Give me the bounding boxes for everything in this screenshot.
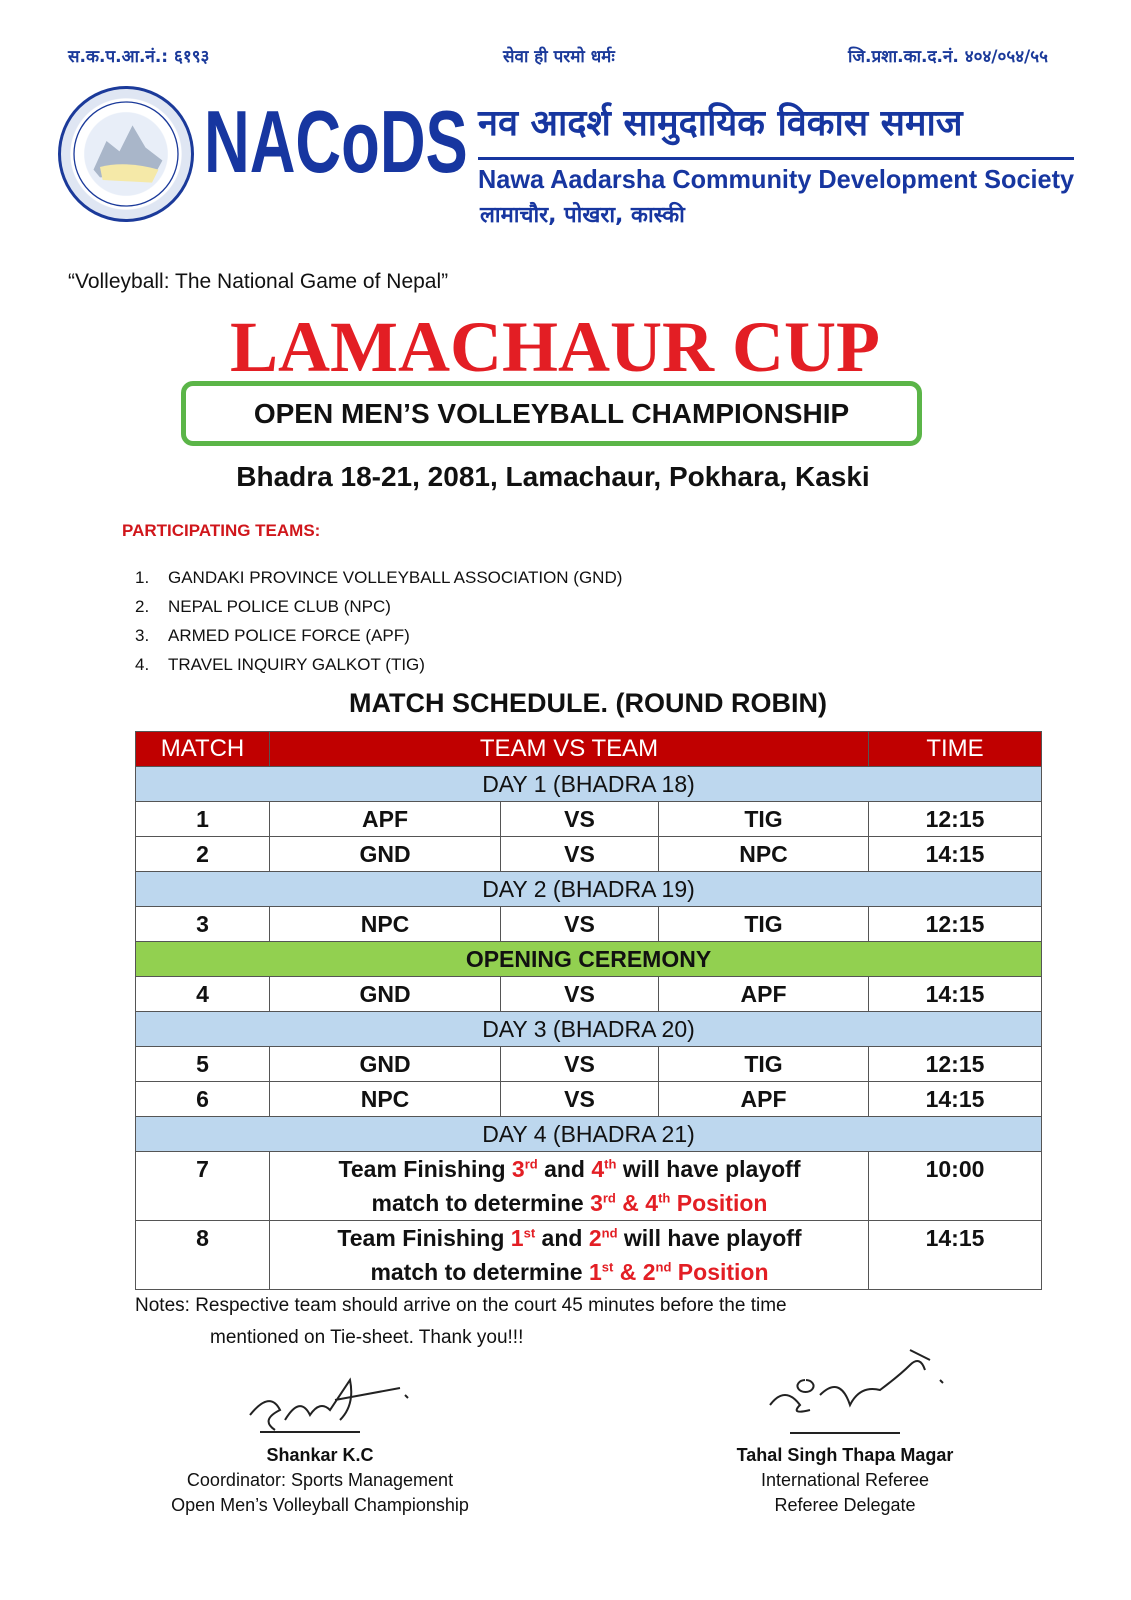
playoff-row	[136, 1221, 1042, 1290]
match-no: 3	[136, 907, 270, 942]
registration-number-left: स.क.प.आ.नं.: ६१९३	[68, 47, 210, 67]
header-match: MATCH	[136, 732, 270, 767]
table-row	[136, 1082, 1042, 1117]
team-item	[135, 563, 622, 592]
participating-teams-heading: PARTICIPATING TEAMS:	[122, 521, 321, 540]
opening-ceremony: OPENING CEREMONY	[136, 942, 1042, 977]
day-row	[136, 872, 1042, 907]
vs: VS	[501, 837, 659, 872]
table-row	[136, 977, 1042, 1012]
playoff-row	[136, 1152, 1042, 1221]
team-b: APF	[659, 1082, 869, 1117]
motto: सेवा ही परमो धर्मः	[503, 47, 615, 67]
team-number: 4.	[135, 655, 150, 674]
team-b: NPC	[659, 837, 869, 872]
team-b: APF	[659, 977, 869, 1012]
header-teams: TEAM VS TEAM	[270, 732, 869, 767]
team-number: 2.	[135, 597, 150, 616]
team-item	[135, 621, 622, 650]
match-no: 5	[136, 1047, 270, 1082]
schedule-title: MATCH SCHEDULE. (ROUND ROBIN)	[349, 688, 827, 718]
match-time: 10:00	[869, 1152, 1042, 1221]
table-row	[136, 907, 1042, 942]
signatory-coordinator	[140, 1443, 500, 1518]
org-name-nepali: नव आदर्श सामुदायिक विकास समाज	[478, 103, 963, 144]
match-time: 12:15	[869, 802, 1042, 837]
vs: VS	[501, 977, 659, 1012]
header-divider	[478, 157, 1074, 160]
match-no: 2	[136, 837, 270, 872]
day-label: DAY 4 (BHADRA 21)	[136, 1117, 1042, 1152]
signatory-name: Tahal Singh Thapa Magar	[736, 1445, 954, 1465]
event-dates-venue: Bhadra 18-21, 2081, Lamachaur, Pokhara, Kaski	[236, 461, 870, 492]
table-row	[136, 837, 1042, 872]
org-name-english: Nawa Aadarsha Community Development Society	[478, 164, 1075, 194]
team-b: TIG	[659, 907, 869, 942]
notes-line: mentioned on Tie-sheet. Thank you!!!	[210, 1327, 524, 1348]
match-time: 12:15	[869, 907, 1042, 942]
nacods-logo-text: NACoDS	[204, 92, 468, 191]
team-name: NEPAL POLICE CLUB (NPC)	[168, 597, 391, 616]
team-a: NPC	[270, 1082, 501, 1117]
signatory-name: Shankar K.C	[266, 1445, 374, 1465]
playoff-description: Team Finishing 1st and 2nd will have playoff match to determine 1st & 2nd Position	[270, 1221, 869, 1290]
registration-number-right: जि.प्रशा.का.द.नं. ४०४/०५४/५५	[848, 47, 1048, 67]
signature-tahal	[760, 1345, 960, 1440]
day-label: DAY 1 (BHADRA 18)	[136, 767, 1042, 802]
match-no: 6	[136, 1082, 270, 1117]
signatory-org: Open Men’s Volleyball Championship	[171, 1495, 469, 1515]
team-name: TRAVEL INQUIRY GALKOT (TIG)	[168, 655, 425, 674]
match-no: 7	[136, 1152, 270, 1221]
ceremony-row	[136, 942, 1042, 977]
header-time: TIME	[869, 732, 1042, 767]
event-subtitle-box	[181, 381, 922, 446]
event-title: LAMACHAUR CUP	[230, 307, 880, 387]
playoff-description: Team Finishing 3rd and 4th will have playoff match to determine 3rd & 4th Position	[270, 1152, 869, 1221]
signatory-role: International Referee	[760, 1470, 930, 1490]
team-number: 3.	[135, 626, 150, 645]
signatory-referee	[680, 1443, 1010, 1518]
teams-list	[135, 563, 622, 679]
notes-line: Notes: Respective team should arrive on the court 45 minutes before the time	[135, 1295, 787, 1316]
match-schedule-table	[135, 731, 1042, 1290]
team-b: TIG	[659, 802, 869, 837]
day-row	[136, 1012, 1042, 1047]
match-no: 4	[136, 977, 270, 1012]
event-subtitle: OPEN MEN’S VOLLEYBALL CHAMPIONSHIP	[253, 397, 850, 429]
match-no: 8	[136, 1221, 270, 1290]
team-a: GND	[270, 837, 501, 872]
signature-shankar	[240, 1360, 420, 1440]
team-a: NPC	[270, 907, 501, 942]
match-time: 14:15	[869, 837, 1042, 872]
vs: VS	[501, 802, 659, 837]
match-time: 14:15	[869, 1082, 1042, 1117]
team-item	[135, 592, 622, 621]
day-row	[136, 1117, 1042, 1152]
table-row	[136, 1047, 1042, 1082]
tagline-quote: “Volleyball: The National Game of Nepal”	[68, 270, 449, 293]
table-row	[136, 802, 1042, 837]
vs: VS	[501, 907, 659, 942]
org-address: लामाचौर, पोखरा, कास्की	[480, 203, 685, 228]
day-row	[136, 767, 1042, 802]
vs: VS	[501, 1047, 659, 1082]
team-number: 1.	[135, 568, 150, 587]
match-time: 14:15	[869, 977, 1042, 1012]
day-label: DAY 2 (BHADRA 19)	[136, 872, 1042, 907]
team-a: GND	[270, 1047, 501, 1082]
match-time: 14:15	[869, 1221, 1042, 1290]
vs: VS	[501, 1082, 659, 1117]
table-header-row	[136, 732, 1042, 767]
match-time: 12:15	[869, 1047, 1042, 1082]
signatory-org: Referee Delegate	[774, 1495, 916, 1515]
team-a: GND	[270, 977, 501, 1012]
day-label: DAY 3 (BHADRA 20)	[136, 1012, 1042, 1047]
organization-seal-logo	[58, 86, 194, 222]
team-a: APF	[270, 802, 501, 837]
match-no: 1	[136, 802, 270, 837]
team-item	[135, 650, 622, 679]
signatory-role: Coordinator: Sports Management	[186, 1470, 454, 1490]
team-name: GANDAKI PROVINCE VOLLEYBALL ASSOCIATION (GND)	[168, 568, 623, 587]
team-b: TIG	[659, 1047, 869, 1082]
team-name: ARMED POLICE FORCE (APF)	[168, 626, 410, 645]
